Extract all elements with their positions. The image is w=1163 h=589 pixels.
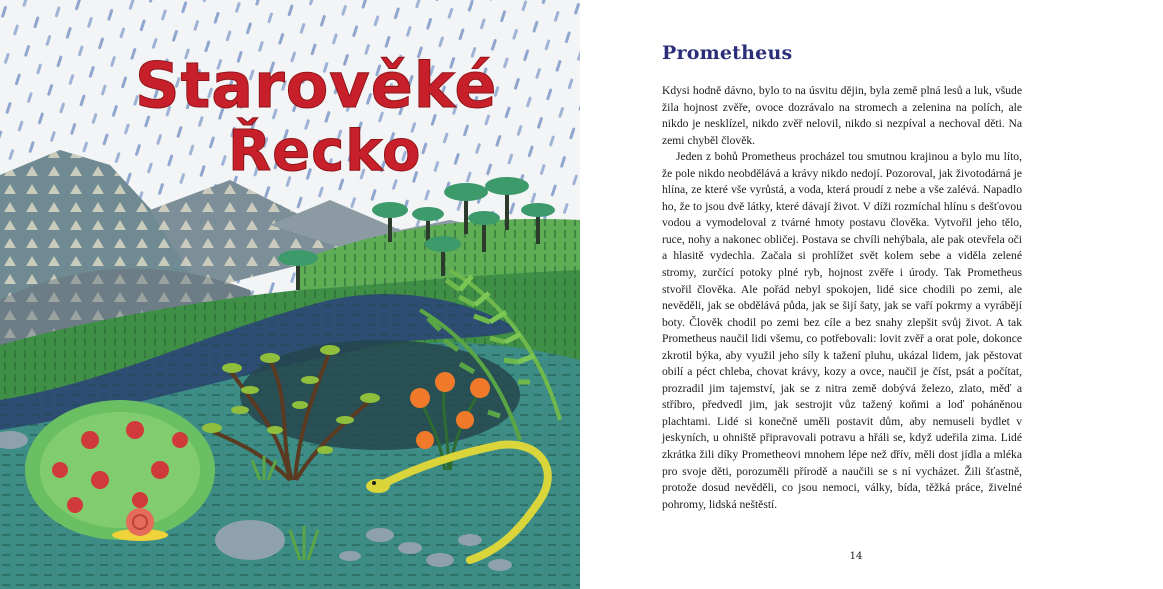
story-text <box>662 83 1022 513</box>
page-number: 14 <box>849 551 863 562</box>
landscape-illustration <box>0 0 580 589</box>
cover-title-line1: Starověké <box>135 49 498 122</box>
text-page <box>580 0 1163 589</box>
flowering-bush <box>25 400 215 540</box>
chapter-title: Prometheus <box>662 42 793 64</box>
illustration-page <box>0 0 580 589</box>
cover-title-line2: Řecko <box>228 119 422 184</box>
paragraph-2: Jeden z bohů Prometheus procházel tou smutnou krajinou a bylo mu líto, že pole nikdo neobdělává a krávy nikdo nedojí. Pozoroval, jak životodárná je hlína, ze které vše vyrůstá, a voda, která proudí z nebe a vše zalévá. Napadlo ho, že to jsou dvě látky, které dávají život. V díži rozmíchal hlínu s dešťovou vodou a vymodeloval z tvárné hmoty postavu člověka. Vytvořil jeho tělo, ruce, nohy a nakonec obličej. Postava se chvíli nehýbala, ale pak otevřela oči a hlasitě vydechla. Začala si prohlížet svět kolem sebe a viděla zelené stromy, zurčící potoky plné ryb, hojnost zvěře i úrody. Tak Prometheus stvořil člověka. Ale pořád nebyl spokojen, lidé sice chodili po zemi, ale nevěděli, jak se obdělává půda, jak se šijí šaty, jak se vaří pokrmy a vyrábějí boty. Člověk chodil po zemi bez cíle a bez snahy zlepšit svůj život. A tak Prometheus naučil lidi všemu, co potřebovali: lovit zvěř a orat pole, dokonce zkrotil býka, aby využil jeho síly k tažení pluhu, ukázal lidem, jak pěstovat obilí a péct chleba, chovat krávy, kozy a ovce, naučil je číst, psát a počítat, prozradil jim tajemství, jak se z nitra země dobývá železo, zlato, měď a stříbro, předvedl jim, jak sestrojit vůz tažený koňmi a loď poháněnou plachtami. Lidé si konečně uměli postavit dům, aby nemuseli bydlet v jeskyních, u ohniště připravovali potravu a hřáli se, když udeřila zima. Lidé zkrátka žili díky Prometheovi mnohem lépe než dřív, měli dost jídla a mléka pro svoje děti, porozuměli přírodě a naučili se s ní vycházet. Žili šťastně, protože dosud nevěděli, co jsou nemoci, války, bída, těžká práce, živelné pohromy, lidská neštěstí. <box>662 150 1022 511</box>
paragraph-1: Kdysi hodně dávno, bylo to na úsvitu dějin, byla země plná lesů a luk, všude žila hojnost zvěře, ovoce dozrávalo na stromech a zelenina na polích, ale nikdo je nesklízel, nikdo zvěř nelovil, nikdo si nezpíval a nechoval děti. Na zemi chyběl člověk. <box>662 84 1022 147</box>
